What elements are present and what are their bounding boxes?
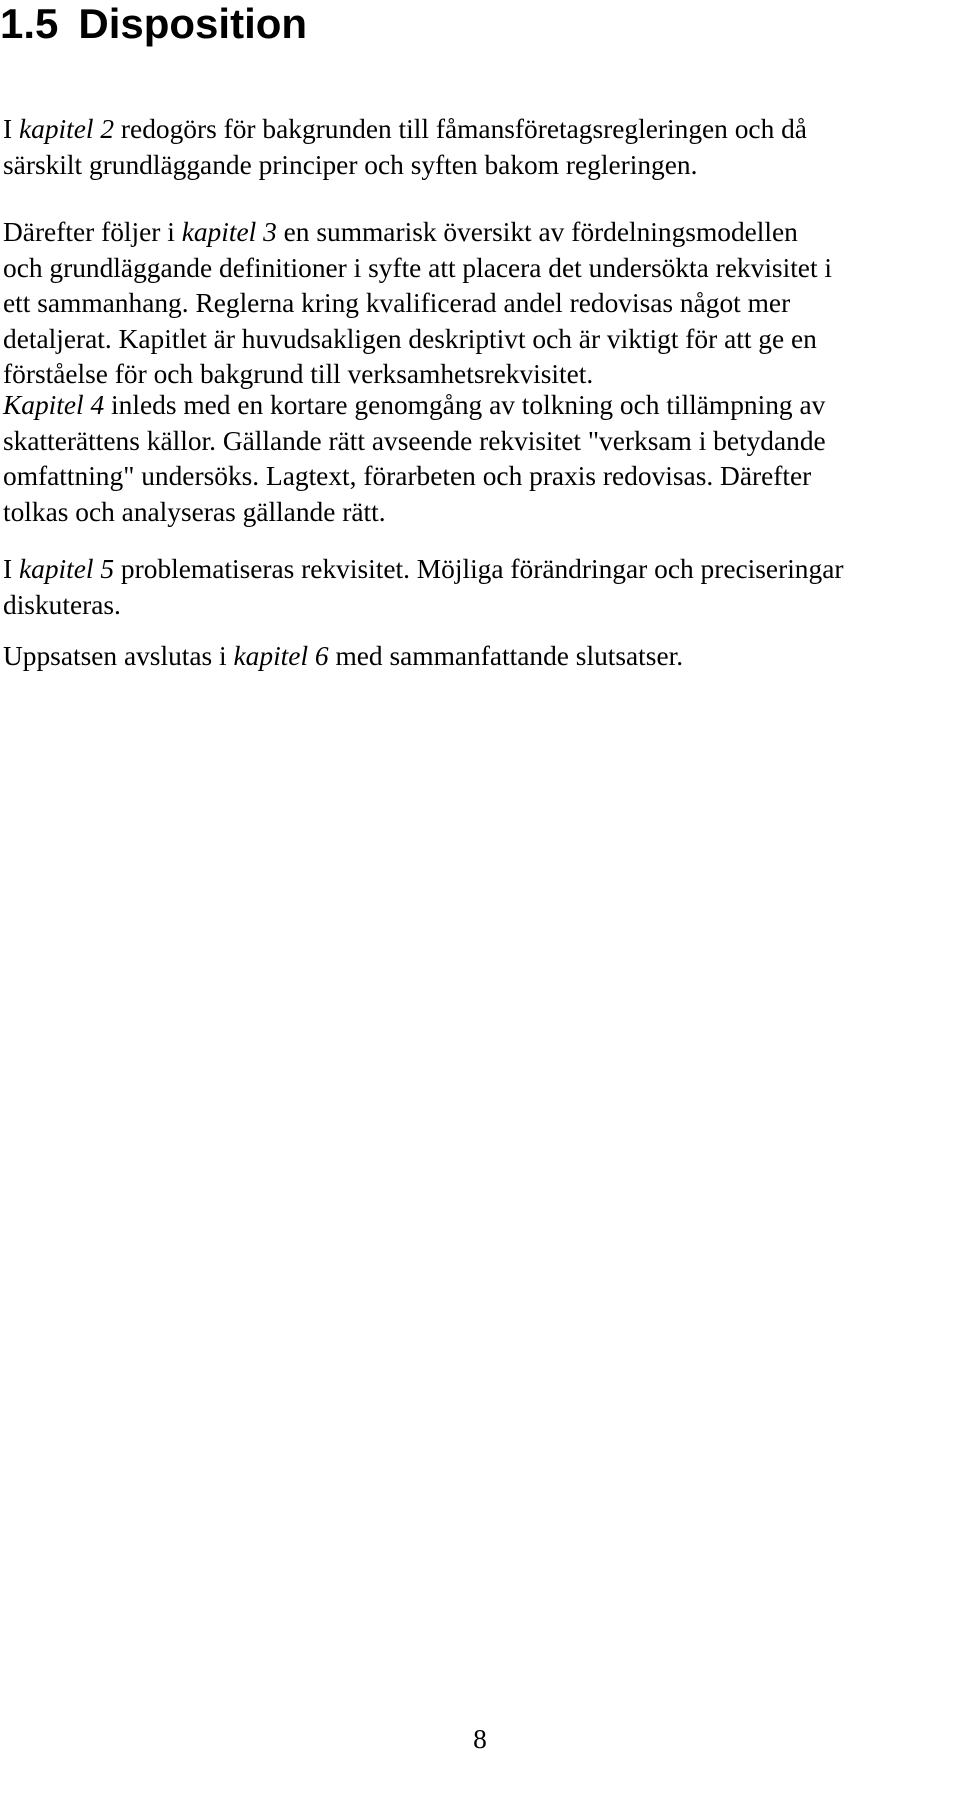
chapter-reference: kapitel 2 <box>18 114 115 144</box>
section-title: Disposition <box>78 0 308 47</box>
chapter-reference: kapitel 5 <box>18 554 115 584</box>
text-line: och grundläggande definitioner i syfte att placera det undersökta rekvisitet i <box>3 252 833 283</box>
section-number: 1.5 <box>0 0 59 47</box>
text-run: I <box>3 114 19 144</box>
paragraph-chapter-6 <box>3 639 960 675</box>
text-line: detaljerat. Kapitlet är huvudsakligen deskriptivt och är viktigt för att ge en <box>3 323 817 354</box>
text-line: diskuteras. <box>3 589 121 620</box>
text-line: omfattning" undersöks. Lagtext, förarbeten och praxis redovisas. Därefter <box>3 461 812 491</box>
text-run: problematiseras rekvisitet. Möjliga förändringar och preciseringar <box>114 554 844 584</box>
page-number: 8 <box>473 1724 487 1754</box>
text-line: tolkas och analyseras gällande rätt. <box>3 496 386 527</box>
chapter-reference: kapitel 3 <box>181 217 277 247</box>
text-run: Därefter följer i <box>3 217 182 247</box>
text-line: ett sammanhang. Reglerna kring kvalificerad andel redovisas något mer <box>3 288 791 318</box>
text-run: med sammanfattande slutsatser. <box>328 641 684 671</box>
chapter-reference: Kapitel 4 <box>3 390 105 420</box>
text-line <box>3 552 960 588</box>
text-line <box>3 639 960 675</box>
chapter-reference: kapitel 6 <box>233 641 329 671</box>
text-run: redogörs för bakgrunden till fåmansföretagsregleringen och då <box>114 114 807 144</box>
text-line: särskilt grundläggande principer och syften bakom regleringen. <box>3 149 698 180</box>
paragraph-chapter-5 <box>3 552 960 623</box>
text-run: I <box>3 554 19 584</box>
paragraph-chapter-4 <box>3 388 960 530</box>
text-run: inleds med en kortare genomgång av tolkning och tillämpning av <box>104 390 826 420</box>
text-line: förståelse för och bakgrund till verksamhetsrekvisitet. <box>3 359 594 389</box>
section-heading <box>0 0 307 48</box>
text-line: skatterättens källor. Gällande rätt avseende rekvisitet "verksam i betydande <box>3 425 826 456</box>
text-run: en summarisk översikt av fördelningsmodellen <box>276 217 798 247</box>
paragraph-chapter-3 <box>3 215 960 393</box>
paragraph-chapter-2 <box>3 112 960 183</box>
text-line <box>3 112 960 148</box>
text-line <box>3 388 960 424</box>
text-run: Uppsatsen avslutas i <box>3 641 234 671</box>
text-line <box>3 215 960 251</box>
